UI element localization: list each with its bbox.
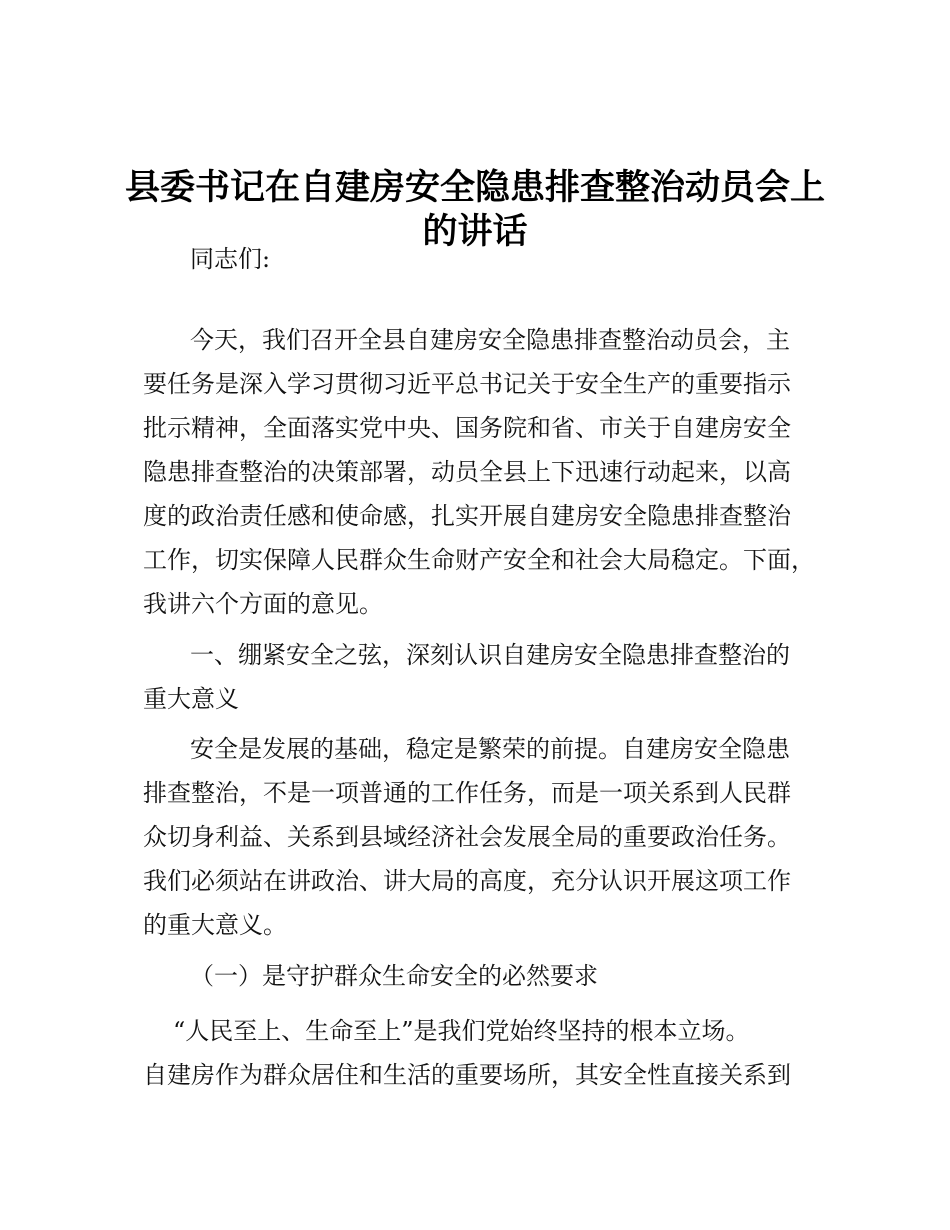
section-1-body-line-5: 的重大意义。 xyxy=(143,911,287,939)
section-1-body-line-1: 安全是发展的基础，稳定是繁荣的前提。自建房安全隐患 xyxy=(190,735,790,763)
intro-line-7: 我讲六个方面的意见。 xyxy=(143,590,383,618)
intro-line-6: 工作，切实保障人民群众生命财产安全和社会大局稳定。下面， xyxy=(143,546,815,574)
intro-line-2: 要任务是深入学习贯彻习近平总书记关于安全生产的重要指示 xyxy=(143,370,791,398)
subsection-1-heading: （一）是守护群众生命安全的必然要求 xyxy=(190,962,598,990)
greeting: 同志们: xyxy=(190,245,271,273)
intro-line-1: 今天，我们召开全县自建房安全隐患排查整治动员会，主 xyxy=(190,326,790,354)
subsection-1-body-line-2: 自建房作为群众居住和生活的重要场所，其安全性直接关系到 xyxy=(143,1061,791,1089)
section-1-heading-line-1: 一、绷紧安全之弦，深刻认识自建房安全隐患排查整治的 xyxy=(190,641,790,669)
subsection-1-body-line-1: “人民至上、生命至上”是我们党始终坚持的根本立场。 xyxy=(173,1017,750,1045)
intro-line-4: 隐患排查整治的决策部署，动员全县上下迅速行动起来，以高 xyxy=(143,458,791,486)
section-1-body-line-4: 我们必须站在讲政治、讲大局的高度，充分认识开展这项工作 xyxy=(143,867,791,895)
section-1-body-line-3: 众切身利益、关系到县域经济社会发展全局的重要政治任务。 xyxy=(143,823,791,851)
intro-line-3: 批示精神，全面落实党中央、国务院和省、市关于自建房安全 xyxy=(143,414,791,442)
section-1-heading-line-2: 重大意义 xyxy=(143,685,239,713)
section-1-body-line-2: 排查整治，不是一项普通的工作任务，而是一项关系到人民群 xyxy=(143,779,791,807)
document-title-line-1: 县委书记在自建房安全隐患排查整治动员会上 xyxy=(124,168,825,208)
document-title-line-2: 的讲话 xyxy=(422,212,528,252)
intro-line-5: 度的政治责任感和使命感，扎实开展自建房安全隐患排查整治 xyxy=(143,502,791,530)
